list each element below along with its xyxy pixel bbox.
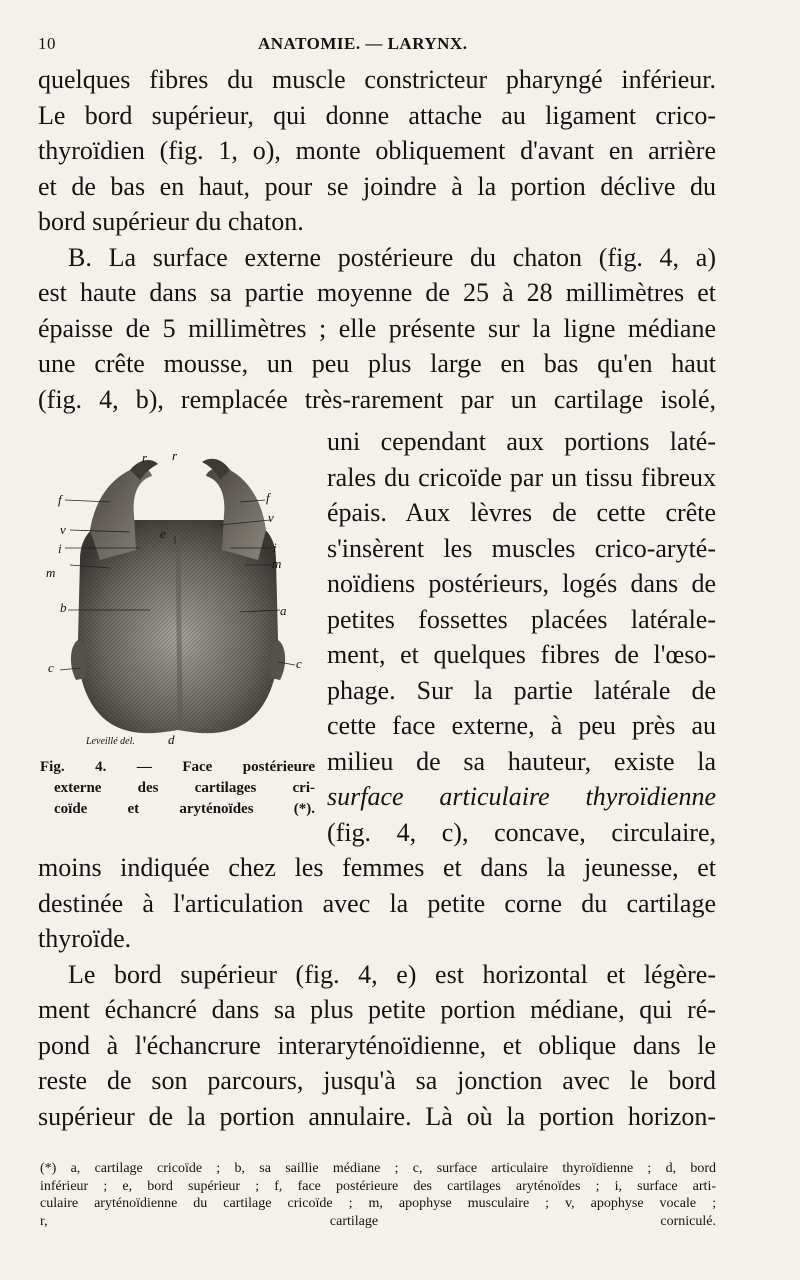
text-line: s'insèrent les muscles crico-aryté-	[327, 533, 716, 563]
label-f-left: f	[58, 492, 62, 507]
label-m-left: m	[46, 565, 56, 580]
footnote	[40, 1160, 716, 1230]
label-a: a	[280, 603, 287, 618]
footnote-line: culaire aryténoïdienne du cartilage cricoïde ; m, apophyse musculaire ; v, apophyse vocale ;	[40, 1196, 716, 1211]
text-line: épaisse de 5 millimètres ; elle présente sur la ligne médiane	[38, 313, 716, 343]
cartilage-engraving	[40, 440, 315, 745]
text-line: thyroïde.	[38, 924, 132, 953]
label-e: e	[160, 526, 166, 541]
body-text-wrap	[327, 424, 716, 850]
text-line: Le bord supérieur (fig. 4, e) est horizontal et légère-	[68, 959, 716, 989]
caption-line: coïde et aryténoïdes (*).	[54, 801, 315, 817]
text-line: surface articulaire thyroïdienne	[327, 782, 716, 811]
text-line: (fig. 4, b), remplacée très-rarement par un cartilage isolé,	[38, 384, 716, 414]
text-line: uni cependant aux portions laté-	[327, 427, 716, 456]
text-line: rales du cricoïde par un tissu fibreux	[327, 462, 716, 492]
text-line: noïdiens postérieurs, logés dans de	[327, 569, 716, 598]
text-line: Le bord supérieur, qui donne attache au ligament crico-	[38, 100, 716, 130]
text-line: phage. Sur la partie latérale de	[327, 675, 716, 705]
text-line: pond à l'échancrure interaryténoïdienne, et oblique dans le	[38, 1030, 716, 1060]
label-r-right: r	[172, 448, 178, 463]
text-line: ment, et quelques fibres de l'œso-	[327, 640, 716, 669]
figure-caption	[40, 757, 315, 820]
text-line: milieu de sa hauteur, existe la	[327, 746, 716, 776]
running-title: ANATOMIE. — LARYNX.	[258, 34, 468, 53]
text-line: cette face externe, à peu près au	[327, 711, 716, 740]
label-v-left: v	[60, 522, 66, 537]
page-header	[38, 34, 762, 58]
text-line: destinée à l'articulation avec la petite corne du cartilage	[38, 888, 716, 918]
label-d: d	[168, 732, 175, 745]
footnote-line: inférieur ; e, bord supérieur ; f, face postérieure des cartilages aryténoïdes ; i, surface arti-	[40, 1178, 716, 1194]
text-line: petites fossettes placées latérale-	[327, 604, 716, 634]
body-text-top	[38, 62, 716, 417]
label-b: b	[60, 600, 67, 615]
text-line: thyroïdien (fig. 1, o), monte obliquement d'avant en arrière	[38, 136, 716, 165]
text-line: moins indiquée chez les femmes et dans la jeunesse, et	[38, 853, 716, 882]
label-f-right: f	[266, 490, 270, 505]
engraver-signature: Leveillé del.	[86, 736, 135, 745]
text-line: et de bas en haut, pour se joindre à la portion déclive du	[38, 171, 716, 201]
body-text-bottom	[38, 850, 716, 1134]
label-c-right: c	[296, 656, 302, 671]
text-line: supérieur de la portion annulaire. Là où la portion horizon-	[38, 1101, 716, 1131]
label-m-right: m	[272, 556, 282, 571]
page-number: 10	[38, 34, 56, 53]
text-line: reste de son parcours, jusqu'à sa jonction avec le bord	[38, 1066, 716, 1095]
footnote-line: (*) a, cartilage cricoïde ; b, sa saillie médiane ; c, surface articulaire thyroïdienne ; d, bord	[40, 1161, 716, 1176]
label-i-left: i	[58, 541, 62, 556]
figure-4-illustration	[40, 440, 315, 745]
text-line: quelques fibres du muscle constricteur pharyngé inférieur.	[38, 65, 716, 94]
text-line: est haute dans sa partie moyenne de 25 à 28 millimètres et	[38, 278, 716, 307]
caption-line: Fig. 4. — Face postérieure	[40, 759, 315, 775]
text-line: épais. Aux lèvres de cette crête	[327, 498, 716, 527]
text-line: bord supérieur du chaton.	[38, 207, 304, 236]
text-line: B. La surface externe postérieure du chaton (fig. 4, a)	[68, 242, 716, 272]
footnote-line: r, cartilage corniculé.	[40, 1213, 716, 1229]
label-c-left: c	[48, 660, 54, 675]
text-line: (fig. 4, c), concave, circulaire,	[327, 817, 716, 847]
label-r-left: r	[142, 450, 148, 465]
text-line: ment échancré dans sa plus petite portion médiane, qui ré-	[38, 995, 716, 1024]
text-line: une crête mousse, un peu plus large en bas qu'en haut	[38, 349, 716, 378]
caption-line: externe des cartilages cri-	[54, 780, 315, 796]
label-i-right: i	[273, 540, 277, 555]
label-v-right: v	[268, 510, 274, 525]
